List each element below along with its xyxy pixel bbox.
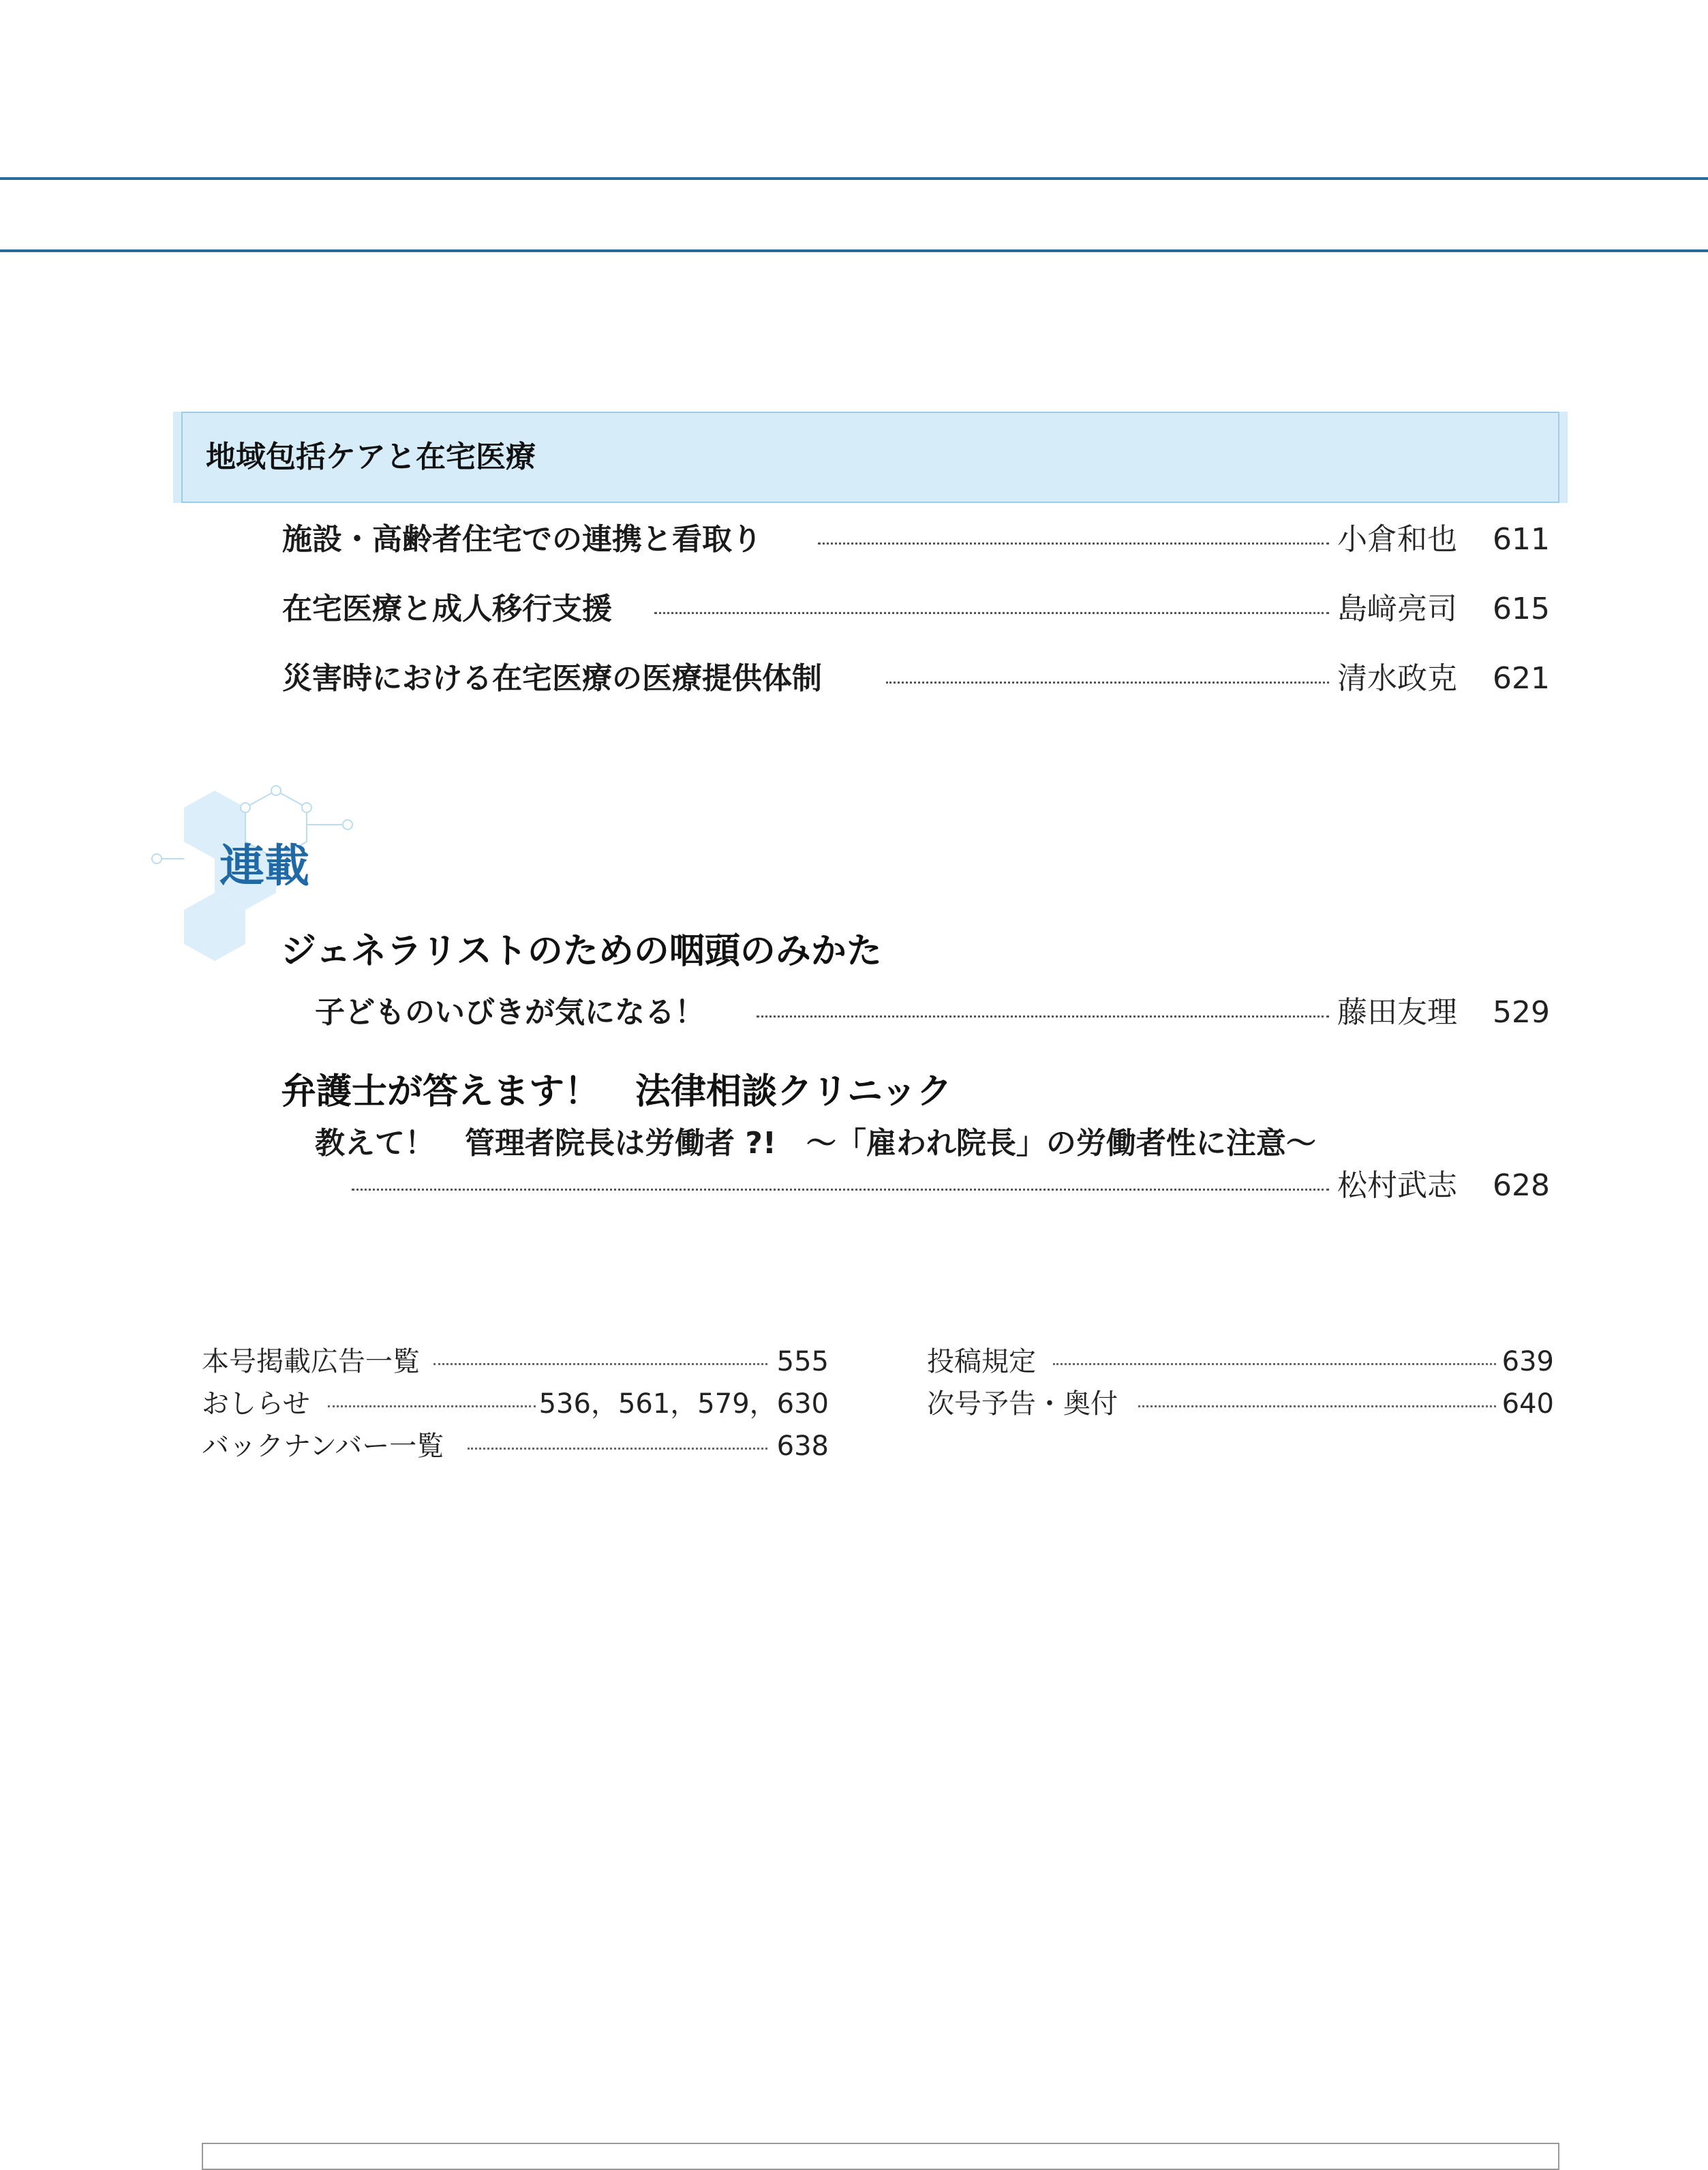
leader-dots [433,1363,767,1365]
misc-label: 投稿規定 [927,1341,1036,1382]
series-subtitle: 教えて！ 管理者院長は労働者 ?! ～「雇われ院長」の労働者性に注意～ [315,1116,1316,1171]
leader-dots [1053,1363,1496,1365]
misc-entry[interactable] [202,1384,829,1424]
article-author: 藤田友理 [1337,995,1457,1030]
series-subtitle: 子どものいびきが気になる！ [315,985,705,1040]
misc-page: 639 [1502,1341,1554,1382]
article-author: 小倉和也 [1337,522,1457,557]
article-title: 災害時における在宅医療の医療提供体制 [282,652,822,706]
toc-entry[interactable] [0,513,1708,567]
feature-title: 地域包括ケアと在宅医療 [206,440,536,474]
leader-dots [818,542,1329,545]
series-title[interactable]: ジェネラリストのための咽頭のみかた [281,931,882,972]
bottom-frame [202,2143,1559,2170]
header-rule-bottom [0,249,1708,252]
leader-dots [468,1448,767,1450]
article-author: 清水政克 [1337,661,1457,696]
misc-page: 555 [777,1341,829,1382]
article-page: 529 [1493,995,1550,1030]
toc-entry[interactable] [0,582,1708,637]
article-page: 611 [1493,522,1550,557]
leader-dots [352,1189,1329,1191]
misc-entry[interactable] [202,1341,829,1382]
leader-dots [328,1405,536,1407]
header-rule-top [0,177,1708,180]
misc-page: 536，561，579，630 [539,1384,829,1424]
misc-page: 638 [777,1426,829,1467]
article-title: 在宅医療と成人移行支援 [282,582,612,637]
misc-page: 640 [1502,1384,1554,1424]
toc-entry[interactable] [0,985,1708,1040]
toc-entry[interactable] [0,652,1708,706]
leader-dots [886,682,1329,684]
toc-entry[interactable] [0,1159,1708,1213]
misc-label: 次号予告・奥付 [927,1384,1118,1424]
leader-dots [654,612,1329,614]
misc-entry[interactable] [927,1341,1554,1382]
article-page: 628 [1493,1168,1550,1203]
misc-label: 本号掲載広告一覧 [202,1341,420,1382]
leader-dots [1138,1405,1496,1407]
misc-label: おしらせ [202,1384,310,1424]
feature-band [181,412,1559,503]
article-author: 松村武志 [1337,1168,1457,1203]
misc-entry[interactable] [927,1384,1554,1424]
article-page: 615 [1493,592,1550,626]
misc-entry[interactable] [202,1426,829,1467]
leader-dots [757,1015,1329,1018]
article-author: 島﨑亮司 [1337,592,1457,626]
misc-label: バックナンバー一覧 [202,1426,444,1467]
serial-section-label: 連載 [219,840,309,892]
article-title: 施設・高齢者住宅での連携と看取り [282,513,762,567]
series-title[interactable]: 弁護士が答えます！ 法律相談クリニック [281,1071,952,1112]
article-page: 621 [1493,661,1550,696]
